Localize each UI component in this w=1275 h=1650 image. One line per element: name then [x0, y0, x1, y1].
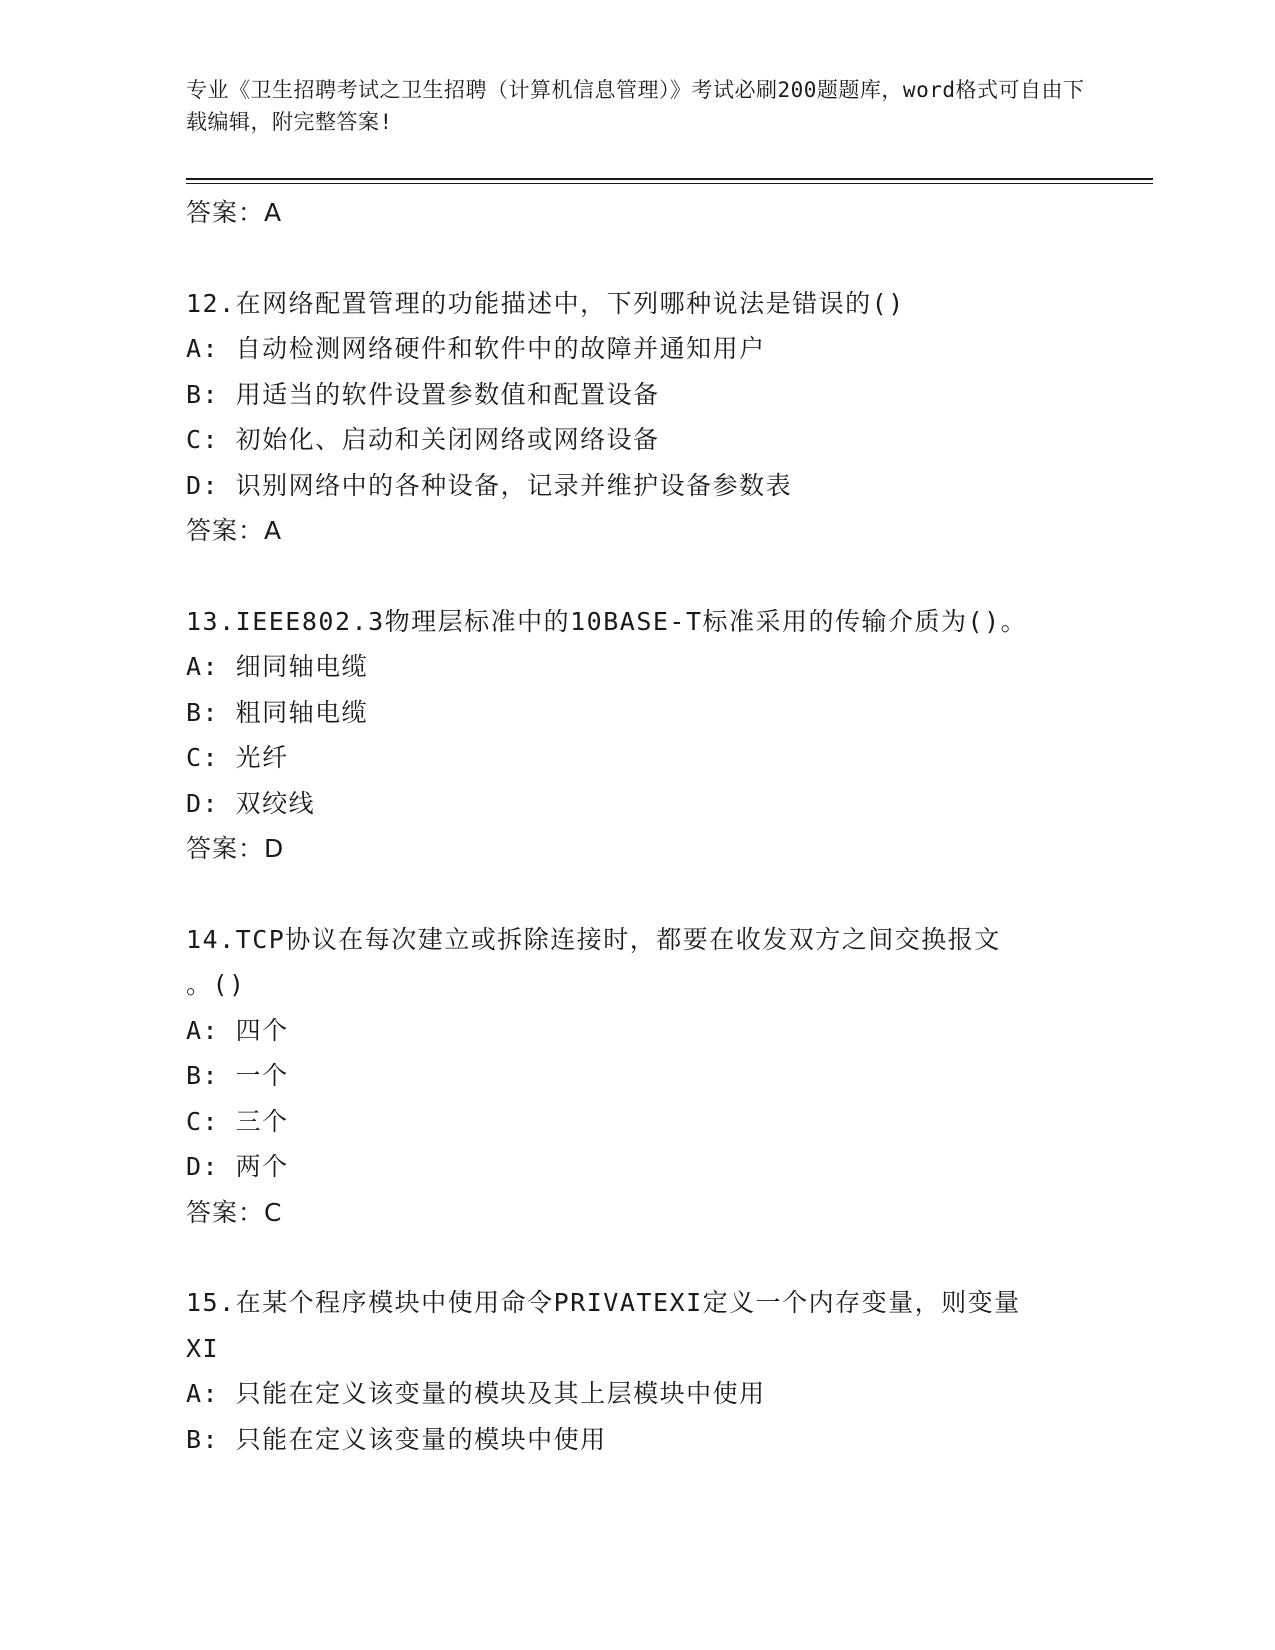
document-header: 专业《卫生招聘考试之卫生招聘（计算机信息管理）》考试必刷200题题库，word格式可自由下载编辑，附完整答案! [186, 78, 1085, 134]
answer: 答案：A [186, 516, 283, 545]
option-b: B: 粗同轴电缆 [186, 697, 369, 727]
question-15 [186, 1280, 1086, 1462]
question-title-line-1: 15.在某个程序模块中使用命令PRIVATEXI定义一个内存变量，则变量 [186, 1288, 1021, 1317]
option-b: B: 用适当的软件设置参数值和配置设备 [186, 379, 660, 409]
option-b: B: 只能在定义该变量的模块中使用 [186, 1424, 607, 1454]
option-d: D: 双绞线 [186, 788, 316, 818]
question-title-line-2: XI [186, 1333, 220, 1363]
option-a: A: 只能在定义该变量的模块及其上层模块中使用 [186, 1379, 766, 1408]
option-a: A: 四个 [186, 1015, 289, 1045]
question-title-line-1: 14.TCP协议在每次建立或拆除连接时，都要在收发双方之间交换报文 [186, 924, 1001, 954]
question-14 [186, 917, 1086, 1236]
option-b: B: 一个 [186, 1061, 289, 1090]
option-a: A: 细同轴电缆 [186, 652, 369, 681]
option-c: C: 光纤 [186, 743, 289, 772]
question-title: 13.IEEE802.3物理层标准中的10BASE-T标准采用的传输介质为()。 [186, 606, 1028, 636]
answer: 答案：D [186, 834, 285, 863]
header-divider-thin [186, 183, 1153, 184]
option-c: C: 三个 [186, 1106, 289, 1136]
answer: 答案：C [186, 1197, 283, 1227]
previous-answer: 答案：A [186, 198, 283, 227]
header-divider-thick [186, 178, 1153, 180]
option-d: D: 两个 [186, 1152, 289, 1181]
option-a: A: 自动检测网络硬件和软件中的故障并通知用户 [186, 334, 766, 363]
question-12 [186, 281, 1086, 554]
option-d: D: 识别网络中的各种设备，记录并维护设备参数表 [186, 470, 793, 500]
question-title-line-2: 。() [186, 970, 246, 999]
question-title: 12.在网络配置管理的功能描述中，下列哪种说法是错误的() [186, 288, 905, 318]
question-13 [186, 599, 1086, 872]
option-c: C: 初始化、启动和关闭网络或网络设备 [186, 425, 660, 454]
question-content [186, 190, 1086, 1462]
